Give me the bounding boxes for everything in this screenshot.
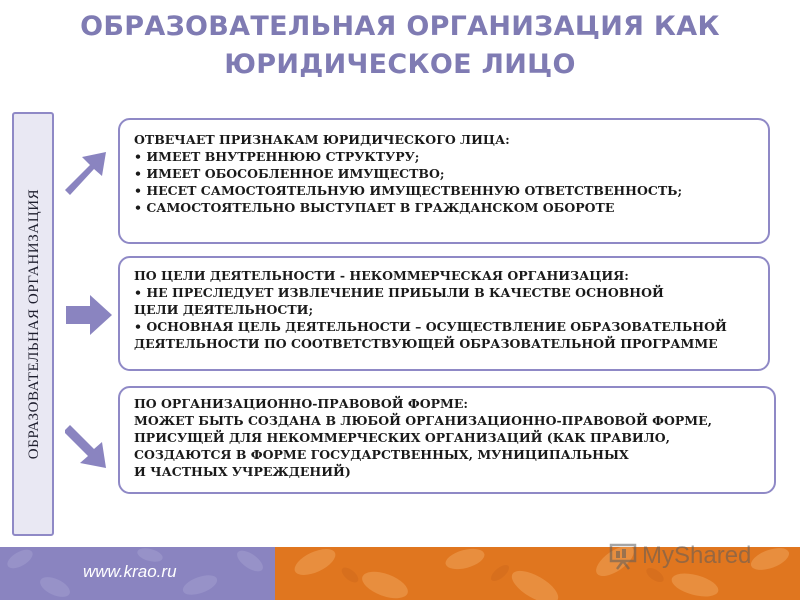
slide-title-line-1: ОБРАЗОВАТЕЛЬНАЯ ОРГАНИЗАЦИЯ КАК	[80, 11, 720, 42]
arrow-icon-middle	[64, 290, 114, 340]
side-label: ОБРАЗОВАТЕЛЬНАЯ ОРГАНИЗАЦИЯ	[26, 188, 42, 460]
box-heading: ПО ЦЕЛИ ДЕЯТЕЛЬНОСТИ - НЕКОММЕРЧЕСКАЯ ОРГАНИЗАЦИЯ:	[134, 268, 629, 283]
box-text-line: МОЖЕТ БЫТЬ СОЗДАНА В ЛЮБОЙ ОРГАНИЗАЦИОННО-ПРАВОВОЙ ФОРМЕ,	[134, 413, 712, 428]
bullet-item-continuation: ЦЕЛИ ДЕЯТЕЛЬНОСТИ;	[134, 302, 314, 317]
arrow-icon-lower	[62, 422, 112, 472]
arrow-icon-upper	[62, 148, 112, 198]
watermark-text: MyShared	[642, 542, 752, 569]
bullet-item: • НЕ ПРЕСЛЕДУЕТ ИЗВЛЕЧЕНИЕ ПРИБЫЛИ В КАЧЕСТВЕ ОСНОВНОЙ	[134, 285, 664, 300]
box-text-line: СОЗДАЮТСЯ В ФОРМЕ ГОСУДАРСТВЕННЫХ, МУНИЦИПАЛЬНЫХ	[134, 447, 629, 462]
side-label-panel	[12, 112, 54, 536]
slide-title-line-2: ЮРИДИЧЕСКОЕ ЛИЦО	[224, 49, 576, 80]
activity-goal-box	[118, 256, 770, 371]
box-text-line: И ЧАСТНЫХ УЧРЕЖДЕНИЙ)	[134, 464, 351, 479]
bullet-item: • САМОСТОЯТЕЛЬНО ВЫСТУПАЕТ В ГРАЖДАНСКОМ ОБОРОТЕ	[134, 200, 615, 215]
presentation-board-icon	[608, 541, 638, 571]
box-heading: ОТВЕЧАЕТ ПРИЗНАКАМ ЮРИДИЧЕСКОГО ЛИЦА:	[134, 132, 510, 147]
box-heading: ПО ОРГАНИЗАЦИОННО-ПРАВОВОЙ ФОРМЕ:	[134, 396, 469, 411]
bullet-item: • ОСНОВНАЯ ЦЕЛЬ ДЕЯТЕЛЬНОСТИ – ОСУЩЕСТВЛЕНИЕ ОБРАЗОВАТЕЛЬНОЙ	[134, 319, 727, 334]
footer-left-panel	[0, 547, 275, 600]
myshared-watermark	[608, 538, 751, 574]
slide-title	[60, 8, 740, 84]
bullet-item-continuation: ДЕЯТЕЛЬНОСТИ ПО СООТВЕТСТВУЮЩЕЙ ОБРАЗОВАТЕЛЬНОЙ ПРОГРАММЕ	[134, 336, 718, 351]
bullet-item: • НЕСЕТ САМОСТОЯТЕЛЬНУЮ ИМУЩЕСТВЕННУЮ ОТВЕТСТВЕННОСТЬ;	[134, 183, 683, 198]
bullet-item: • ИМЕЕТ ВНУТРЕННЮЮ СТРУКТУРУ;	[134, 149, 420, 164]
footer-url: www.krao.ru	[83, 562, 177, 581]
box-text-line: ПРИСУЩЕЙ ДЛЯ НЕКОММЕРЧЕСКИХ ОРГАНИЗАЦИЙ (КАК ПРАВИЛО,	[134, 430, 671, 445]
bullet-item: • ИМЕЕТ ОБОСОБЛЕННОЕ ИМУЩЕСТВО;	[134, 166, 445, 181]
legal-form-box	[118, 386, 776, 494]
legal-entity-signs-box	[118, 118, 770, 244]
